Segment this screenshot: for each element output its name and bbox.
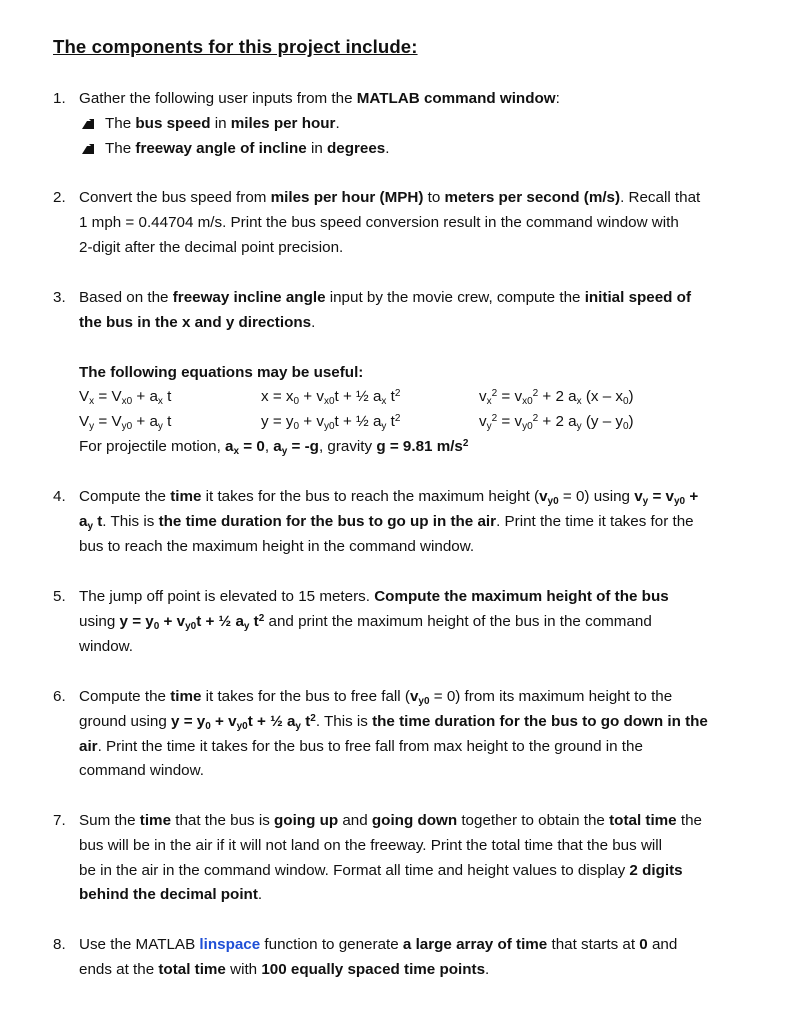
list-item-5 — [53, 585, 753, 659]
equation-vx: $V_x = V_{x0} + a_x$ t — [79, 388, 172, 408]
item-6-line-4: command window. — [79, 762, 204, 780]
item-5-line-1: The jump off point is elevated to 15 meters. Compute the maximum height of the bus — [79, 588, 669, 605]
pencil-bullet-icon — [81, 118, 95, 130]
item-3-line-2: the bus in the x and y directions. — [79, 313, 316, 331]
projectile-motion-note: For projectile motion, $a_x = 0$, $a_y = -g$, gravity g = 9.81 $m/s^2$ — [79, 437, 469, 457]
list-item-4 — [53, 485, 753, 559]
list-item-6 — [53, 685, 753, 784]
list-item-7 — [53, 809, 753, 908]
item-8-line-1: Use the MATLAB linspace function to generate a large array of time that starts at 0 and — [79, 936, 678, 953]
item-2-line-3: 2-digit after the decimal point precision. — [79, 238, 344, 256]
list-item-8 — [53, 933, 753, 983]
item-number: 4. — [53, 488, 66, 505]
equation-y: $y = y_0 + v_{y0}t$ + ½ $a_y$ $t^2$ — [261, 413, 401, 433]
item-2-line-2: 1 mph = 0.44704 m/s. Print the bus speed conversion result in the command window with — [79, 213, 679, 231]
item-number: 3. — [53, 289, 66, 306]
item-7-line-3: be in the air in the command window. Format all time and height values to display 2 digits — [79, 861, 683, 879]
item-7-line-1: Sum the time that the bus is going up and going down together to obtain the total time the — [79, 812, 702, 829]
item-number: 6. — [53, 688, 66, 705]
equation-x: $x = x_0 + v_{x0}t$ + ½ $a_x$ $t^2$ — [261, 388, 401, 408]
item-6-line-2: ground using $y = y_0 + v_{y0}t$ + ½ $a_y$ $t^2$. This is the time duration for the bus to go down in the — [79, 712, 708, 732]
bullet-incline-angle: The freeway angle of incline in degrees. — [79, 137, 753, 162]
item-number: 2. — [53, 189, 66, 206]
equations-heading: The following equations may be useful: — [79, 363, 364, 381]
item-3-line-1: Based on the freeway incline angle input by the movie crew, compute the initial speed of — [79, 289, 692, 306]
item-2-line-1: Convert the bus speed from miles per hour (MPH) to meters per second (m/s). Recall that — [79, 189, 701, 206]
equation-vy: $V_y = V_{y0} + a_y$ t — [79, 413, 172, 433]
item-6-line-3: air. Print the time it takes for the bus to free fall from max height to the ground in the — [79, 737, 643, 755]
list-item-2 — [53, 186, 753, 260]
equation-vx-squared: $v_x^2 = v_{x0}^2 + 2$ $a_x$ $(x - x_0)$ — [479, 388, 634, 408]
list-item-3 — [53, 286, 753, 460]
item-6-line-1: Compute the time it takes for the bus to free fall $(v_{y0} = 0)$ from its maximum height to the — [79, 688, 673, 707]
page-title: The components for this project include: — [53, 36, 418, 57]
item-7-line-4: behind the decimal point. — [79, 886, 263, 904]
item-number: 7. — [53, 812, 66, 829]
pencil-bullet-icon — [81, 143, 95, 155]
equation-vy-squared: $v_y^2 = v_{y0}^2 + 2$ $a_y$ $(y - y_0)$ — [479, 413, 634, 433]
bullet-bus-speed: The bus speed in miles per hour. — [79, 112, 753, 137]
item-number: 8. — [53, 936, 66, 953]
item-5-line-3: window. — [79, 637, 134, 655]
item-5-line-2: using $y = y_0 + v_{y0}t$ + ½ $a_y$ $t^2$ and print the maximum height of the bus in the command — [79, 612, 652, 632]
item-number: 1. — [53, 90, 66, 107]
item-7-line-2: bus will be in the air if it will not land on the freeway. Print the total time that the bus will — [79, 836, 663, 854]
item-number: 5. — [53, 588, 66, 605]
linspace-keyword: linspace — [199, 936, 261, 953]
item-4-line-3: bus to reach the maximum height in the command window. — [79, 537, 475, 555]
list-item-1 — [53, 87, 753, 161]
item-1-text: Gather the following user inputs from the MATLAB command window: — [79, 90, 560, 107]
item-4-line-1: Compute the time it takes for the bus to reach the maximum height $(v_{y0} = 0)$ using $v_y = v_{y0}$ + — [79, 488, 699, 507]
equations-block — [79, 385, 753, 435]
item-4-line-2: $a_y$ t. This is the time duration for the bus to go up in the air. Print the time it takes for the — [79, 512, 694, 532]
item-8-line-2: ends at the total time with 100 equally spaced time points. — [79, 960, 490, 978]
